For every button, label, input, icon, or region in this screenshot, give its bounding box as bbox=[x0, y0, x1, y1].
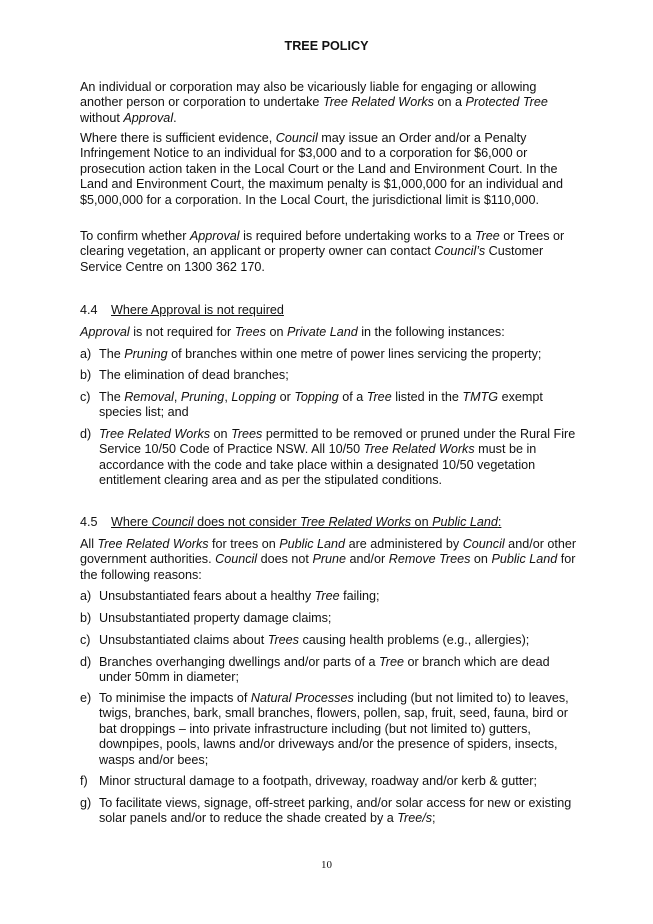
section-4-5-heading bbox=[80, 515, 501, 530]
text-run: on bbox=[210, 427, 232, 441]
list-label: e) bbox=[80, 691, 92, 705]
list-item bbox=[80, 655, 580, 686]
list-label: b) bbox=[80, 368, 92, 382]
page-number: 10 bbox=[321, 859, 332, 871]
text-run: ; bbox=[432, 811, 436, 826]
text-run: are administered by bbox=[345, 537, 463, 551]
list-text bbox=[99, 427, 580, 489]
list-label: d) bbox=[80, 655, 92, 669]
text-run: may issue an Order and/or a Penalty Infringement Notice to an individual for $3,000 and to a corporation for $6,000 or prosecution action taken in the Local Court or the Land and Environment Court. In the Land and Environment Court, the maximum penalty is $1,000,000 for an individual and $5,000,000 for a corporation. In the Local Court, the jurisdictional limit is $110,000. bbox=[80, 131, 564, 207]
text-run: causing health problems (e.g., allergies); bbox=[298, 633, 530, 647]
list-text bbox=[99, 691, 580, 768]
text-run: listed in the bbox=[391, 390, 463, 404]
section-4-4-heading bbox=[80, 303, 284, 318]
text-run: for the following reasons: bbox=[80, 552, 576, 582]
text-run: or branch which are dead under 50mm in diameter; bbox=[99, 655, 550, 685]
italic-term: Tree Related Works bbox=[97, 537, 209, 551]
text-run: Where there is sufficient evidence, bbox=[80, 131, 276, 145]
text-run: Unsubstantiated claims about bbox=[99, 633, 268, 647]
text-run: or bbox=[276, 390, 295, 404]
text-run: To facilitate views, signage, off-street parking, and/or solar access for new or existing solar panels and/or to reduce the shade created by a bbox=[99, 796, 572, 826]
text-run: on bbox=[411, 515, 433, 529]
text-run: permitted to be removed or pruned under the Rural Fire Service 10/50 Code of Practice NSW. All 10/50 bbox=[99, 427, 576, 457]
list-label: d) bbox=[80, 427, 92, 441]
list-label: c) bbox=[80, 390, 91, 404]
italic-term: Council bbox=[462, 537, 505, 551]
text-run: on bbox=[470, 552, 492, 567]
italic-term: Removal bbox=[124, 390, 174, 404]
italic-term: Remove Trees bbox=[388, 552, 471, 567]
section-number: 4.4 bbox=[80, 303, 98, 317]
italic-term: Natural Processes bbox=[250, 691, 354, 705]
text-run: is required before undertaking works to a bbox=[239, 229, 475, 243]
italic-term: Tree Related Works bbox=[363, 442, 475, 457]
section-number: 4.5 bbox=[80, 515, 98, 529]
italic-term: Tree Related Works bbox=[99, 427, 211, 441]
list-label: c) bbox=[80, 633, 91, 647]
text-run: for trees on bbox=[208, 537, 280, 551]
section-4-5-intro bbox=[80, 537, 580, 583]
italic-term: Tree bbox=[366, 390, 392, 404]
intro-paragraph-2 bbox=[80, 131, 580, 208]
list-item bbox=[80, 633, 580, 648]
list-item bbox=[80, 774, 580, 789]
list-text bbox=[99, 796, 580, 827]
text-run: Where bbox=[111, 515, 152, 529]
list-text bbox=[99, 774, 580, 789]
italic-term: Council’s bbox=[434, 244, 486, 259]
italic-term: Approval bbox=[189, 229, 240, 243]
italic-term: Tree bbox=[474, 229, 500, 243]
italic-term: Council bbox=[275, 131, 318, 145]
text-run: All bbox=[80, 537, 98, 551]
italic-term: Tree Related Works bbox=[300, 515, 412, 529]
italic-term: Public Land bbox=[432, 515, 498, 529]
text-run: including (but not limited to) to leaves, twigs, branches, bark, small branches, flowers, pollen, sap, fruit, seed, fauna, bird or bat droppings – into private infrastructure including (but not limited to) gutters, downpipes, pools, lawns and/or driveways and/or the presence of spiders, insects, wasps and/or bees; bbox=[99, 691, 569, 767]
list-item bbox=[80, 796, 580, 827]
text-run: on bbox=[265, 325, 287, 339]
text-run: Minor structural damage to a footpath, driveway, roadway and/or kerb & gutter; bbox=[99, 774, 537, 788]
italic-term: Lopping bbox=[231, 390, 277, 404]
text-run: Unsubstantiated fears about a healthy bbox=[99, 589, 315, 603]
text-run: and/or bbox=[346, 552, 389, 567]
italic-term: Tree bbox=[379, 655, 405, 669]
text-run: Unsubstantiated property damage claims; bbox=[99, 611, 332, 625]
text-run: To minimise the impacts of bbox=[99, 691, 251, 705]
text-run: and/or other government authorities. bbox=[80, 537, 577, 567]
list-text bbox=[99, 655, 580, 686]
text-run: of a bbox=[338, 390, 367, 404]
text-run: does not bbox=[257, 552, 313, 567]
text-run: , bbox=[173, 390, 181, 404]
italic-term: Trees bbox=[234, 325, 266, 339]
italic-term: Trees bbox=[231, 427, 263, 441]
text-run: without bbox=[80, 110, 124, 125]
italic-term: Tree/s bbox=[397, 811, 433, 826]
italic-term: Council bbox=[151, 515, 194, 529]
text-run: in the following instances: bbox=[357, 325, 505, 339]
text-run: To confirm whether bbox=[80, 229, 190, 243]
italic-term: Trees bbox=[267, 633, 299, 647]
list-item bbox=[80, 611, 580, 626]
italic-term: Public Land bbox=[491, 552, 558, 567]
text-run: : bbox=[497, 515, 502, 529]
section-4-4-intro bbox=[80, 325, 580, 340]
list-item bbox=[80, 589, 580, 604]
list-item bbox=[80, 347, 580, 362]
list-text bbox=[99, 611, 580, 626]
text-run: or Trees or clearing vegetation, an applicant or property owner can contact bbox=[80, 229, 565, 259]
text-run: . bbox=[173, 110, 177, 125]
italic-term: Topping bbox=[294, 390, 339, 404]
italic-term: Tree bbox=[314, 589, 340, 603]
text-run: , bbox=[224, 390, 232, 404]
text-run: failing; bbox=[339, 589, 380, 603]
text-run: The bbox=[99, 390, 125, 404]
text-run: Customer Service Centre on 1300 362 170. bbox=[80, 244, 544, 274]
list-label: a) bbox=[80, 589, 92, 603]
text-run: does not consider bbox=[193, 515, 301, 529]
list-item bbox=[80, 368, 580, 383]
text-run: The elimination of dead branches; bbox=[99, 368, 289, 382]
italic-term: Tree Related Works bbox=[322, 95, 434, 110]
list-text bbox=[99, 633, 580, 648]
text-run: of branches within one metre of power lines servicing the property; bbox=[167, 347, 542, 361]
list-label: a) bbox=[80, 347, 92, 361]
list-label: b) bbox=[80, 611, 92, 625]
italic-term: Approval bbox=[123, 110, 174, 125]
list-text bbox=[99, 589, 580, 604]
italic-term: Pruning bbox=[180, 390, 225, 404]
italic-term: Approval bbox=[80, 325, 130, 339]
section-title bbox=[111, 303, 284, 317]
italic-term: Prune bbox=[312, 552, 347, 567]
list-item bbox=[80, 691, 580, 768]
italic-term: Private Land bbox=[287, 325, 358, 339]
text-run: must be in accordance with the code and take place within a designated 10/50 vegetation entitlement clearing area and as per the stipulated conditions. bbox=[99, 442, 537, 488]
section-title bbox=[111, 515, 501, 529]
text-run: Where Approval is not required bbox=[111, 303, 284, 317]
list-label: f) bbox=[80, 774, 88, 788]
text-run: on a bbox=[433, 95, 466, 110]
italic-term: Pruning bbox=[124, 347, 168, 361]
italic-term: Council bbox=[215, 552, 258, 567]
text-run: An individual or corporation may also be vicariously liable for engaging or allowing another person or corporation to undertake bbox=[80, 80, 537, 110]
italic-term: TMTG bbox=[462, 390, 499, 404]
list-text bbox=[99, 368, 580, 383]
list-text bbox=[99, 390, 580, 421]
intro-paragraph-3 bbox=[80, 229, 580, 275]
italic-term: Protected Tree bbox=[465, 95, 548, 110]
page-title: TREE POLICY bbox=[284, 39, 369, 53]
list-text bbox=[99, 347, 580, 362]
text-run: exempt species list; and bbox=[99, 390, 543, 420]
intro-paragraph-1 bbox=[80, 80, 580, 126]
text-run: The bbox=[99, 347, 125, 361]
list-item bbox=[80, 390, 580, 421]
text-run: is not required for bbox=[129, 325, 235, 339]
list-label: g) bbox=[80, 796, 92, 810]
text-run: Branches overhanging dwellings and/or parts of a bbox=[99, 655, 380, 669]
italic-term: Public Land bbox=[279, 537, 346, 551]
list-item bbox=[80, 427, 580, 489]
